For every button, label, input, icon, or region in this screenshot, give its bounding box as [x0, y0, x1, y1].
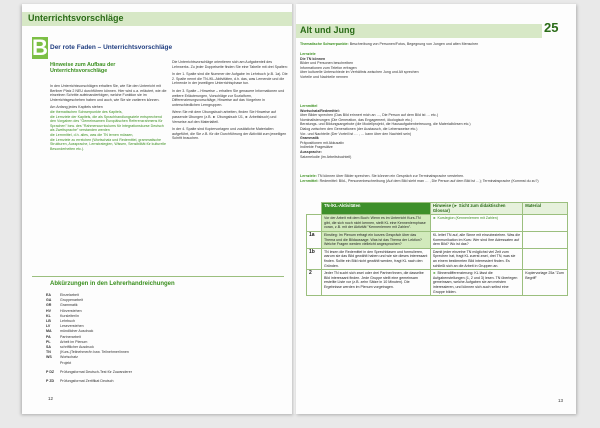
body-text: Wenn Sie mit dem Übungsbuch arbeiten, finden Sie Hinweise auf passende Übungen (z.B. ► Übungsbuch Ü1, ► Arbeitsbuch) und Verweise auf den Materialteil.: [172, 110, 277, 124]
learning-material: Lernmittel Wortschatz/Redemittel: über Bilder sprechen (Das Bild erinnert mich an …, Die Person auf dem Bild ist … etc.) Nominalisierungen (Die Generation, das Engagement, ökologisch etc.) Beratungs- und Bildungsangebote (die Modellprojekt, die Hausaufgabenbetreuung, die Materialbörsen etc.) Dialog zwischen den Generationen (der Austausch, die Lebensweise etc.) Vor- und Nachteile (Der Vorteil ist … , … kann über den Nachteil sein) Grammatik Präpositionen mit Akkusativ Indirekte Fragesätze Aussprache: Satzmelodie (im Arbeitsbuchteil): [300, 104, 536, 159]
body-text: Die Unterrichtsvorschläge orientieren sich am Aufgabenteil des Lehrwerks. Zu jeder Doppelseite finden Sie eine Tabelle mit drei Spalten:: [172, 60, 288, 69]
table-row: [307, 215, 568, 232]
list-item: EA Einzelarbeit: [46, 293, 79, 297]
body-text: In der 1. Spalte sind die Nummer der Aufgabe im Lehrbuch (z.B. 1a). Die 2. Spalte nennt die TN-/KL-Aktivitäten, d.h. das, was Lernende und die Lehrende in der jeweiligen Unterrichtsphase tun.: [172, 72, 288, 86]
list-item: über kulturelle Unterschiede im Verhältnis zwischen Jung und Alt sprechen: [300, 70, 419, 75]
right-page: [296, 4, 576, 414]
abbr-title: Abkürzungen in den Lehrerhandreichungen: [50, 281, 175, 287]
table-cell: ► Kurslegion (Kennenlernen mit Zahlen): [430, 215, 522, 232]
page-number: 13: [558, 398, 564, 403]
list-item: Dialog zwischen den Generationen (der Austausch, die Lebensweise etc.): [300, 126, 418, 131]
row-number: 1b: [307, 248, 322, 269]
list-item: Vorteile und Nachteile nennen: [300, 74, 348, 79]
list-item: TN (Kurs-)Teilnehmer/in bzw. Teilnehmer/innen: [46, 350, 129, 355]
list-item: Präpositionen mit Akkusativ: [300, 140, 344, 145]
list-item: GR Grammatik: [46, 303, 78, 308]
section-title: Der rote Faden – Unterrichtsvorschläge: [50, 44, 173, 51]
list-item: die thematischen Schwerpunkte des Kapitels,: [50, 109, 123, 114]
list-item: WS Wortschatz: [46, 355, 78, 360]
column-header: TN-/KL-Aktivitäten: [321, 203, 430, 215]
section-letter: B: [32, 35, 48, 60]
body-text: In der 3. Spalte – Hinweise – erhalten Sie genauere Informationen und weitere Erläuterungen, Vorschläge zur Sozialform, Differenzierungsvorschläge, Hinweise auf das Vorgehen in unterschiedlichen Lerngruppen.: [172, 88, 285, 107]
list-item: Beratungs- und Bildungsangebote (die Modellprojekt, die Hausaufgabenbetreuung, die Materialbörsen etc.): [300, 122, 471, 127]
list-item: Informationen zum Telefon erfragen: [300, 65, 357, 70]
list-item: die Lernmittel, d.h. alles, was die TN lernen müssen,: [50, 132, 134, 137]
list-item: HV Hörverstehen: [46, 308, 82, 313]
arrow-right-icon: ►: [432, 271, 437, 276]
list-item: Bilder und Personen beschreiben: [300, 61, 354, 66]
right-column-text: [172, 60, 290, 141]
table-cell: Damit jeder einzelne TN möglichst viel Zeit zum Sprechen hat, fragt KL zuerst zwei, drei TN, was sie an einem bestimmten Bild interessiert finden. Es schließt sich an die Arbeit in Gruppen an.: [430, 248, 522, 269]
column-header: Hinweise (► Sicht zum didaktischen Glossar): [430, 203, 522, 215]
list-item: P DZ Prüfungsformat Deutsch-Test für Zuwanderer: [46, 369, 132, 374]
row-number: 1a: [307, 231, 322, 248]
list-item: GA Gruppenarbeit: [46, 298, 83, 303]
learning-goals: Lernziele Die TN können Bilder und Personen beschreiben Informationen zum Telefon erfragen über kulturelle Unterschiede im Verhältnis zwischen Jung und Alt sprechen Vorteile und Nachteile nennen: [300, 52, 510, 80]
list-item: LV Leseverstehen: [46, 324, 84, 329]
table-cell: KL leitet TN auf, alle Sinne mit einzubeziehen. Was die Kommunikation im Kurs: Wer sind Ihre Adressaten auf dem Bild? Wo ist das?: [430, 231, 522, 248]
unit-number: 25: [544, 20, 559, 35]
table-row: [307, 270, 568, 296]
table-cell: Kopiervorlage 25a "Zum Begriff": [523, 270, 568, 296]
list-item: die Lernziele zu erreichen (Wortschatz und Redemittel, grammatische Strukturen, Aussprache, Lernstrategien, Wissen, Sensibilität für kulturelle Besonderheiten etc.).: [50, 137, 167, 151]
page-number: 12: [48, 396, 54, 401]
table-cell: ► Binnendifferenzierung: KL lässt die Aufgabenstellungen (1, 2 und 3) lesen. TN überlegen gemeinsam, welche Aufgaben sie am meisten interessieren, und können sich auch selbst eine Gruppe bilden.: [430, 270, 522, 296]
left-column-text: [50, 84, 168, 154]
subsection-title: Hinweise zum Aufbau der Unterrichtsvorschläge: [50, 62, 116, 75]
row-number: 2: [307, 270, 322, 296]
right-header-title: Alt und Jung: [300, 25, 355, 35]
list-item: Satzmelodie (im Arbeitsbuchteil): [300, 154, 352, 159]
list-item: Nominalisierungen (Die Generation, das Engagement, ökologisch etc.): [300, 117, 413, 122]
table-row: [307, 248, 568, 269]
table-header-row: [307, 203, 568, 215]
abbreviation-list: [46, 293, 216, 384]
table-cell: Einstieg: Im Plenum erfragt ein kurzes Gespräch über das Thema und die Bildaussage. Was ist das Thema der Lektion? Welche Fragen werden vielleicht angesprochen?: [321, 231, 430, 248]
activity-table: [306, 202, 568, 296]
table-cell: Vor der Arbeit mit dem Buch: Wenn es im Unterricht Kurs-TN gibt, die sich noch nicht kennen, stellt KL eine Kennenlernphase voran, z.B. mit der Aktivität "Kennenlernen mit Zahlen".: [321, 215, 430, 232]
topic-line: Thematische Schwerpunkte: Beschreibung von Personen/Fotos, Begegnung von Jungen und alten Menschen: [300, 42, 479, 46]
body-text: In der 4. Spalte sind Kopiervorlagen und zusätzliche Materialien aufgeführt, die Sie z.B. für die Durchführung der Aktivität zum jeweiligen Schritt brauchen.: [172, 127, 287, 141]
list-item: über Bilder sprechen (Das Bild erinnert mich an …, Die Person auf dem Bild ist … etc.): [300, 113, 439, 118]
list-item: P ZD Prüfungsformat Zertifikat Deutsch: [46, 379, 114, 384]
list-heading: Am Anfang jedes Kapitels stehen: [50, 105, 103, 110]
list-item: SA schriftlicher Ausdruck: [46, 345, 94, 350]
arrow-right-icon: ►: [432, 216, 437, 221]
list-item: die Lernziele der Kapitels, die als Sprachhandlungsziele entsprechend den Vorgaben des "Gemeinsamen Europäischen Referenzrahmens für Sprachen" bzw. des "Rahmencurriculums für Integrationskurse Deutsch als Zweitsprache" verstanden werden: [50, 114, 164, 133]
list-item: PA Partnerarbeit: [46, 334, 81, 339]
learning-goal-line: Lernziele: TN können über Bilder sprechen. Sie können ein Gespräch zur Terminabsprache verstehen. Lernmittel: Redemittel: Bild-, Personenbeschreibung (Auf dem Bild sieht man … , Die Person auf dem Bild ist …); Terminabsprache (Kommst du zu?): [300, 174, 539, 183]
list-item: MA mündlicher Ausdruck: [46, 329, 94, 334]
column-header: Material: [523, 203, 568, 215]
list-item: Indirekte Fragesätze: [300, 145, 333, 150]
list-item: LB Lehrbuch: [46, 319, 75, 324]
list-item: KL Kursleiter/in: [46, 313, 79, 318]
divider: [32, 276, 284, 277]
table-cell: Jeder TN sucht sich zwei oder drei Partner/innen, die dasselbe Bild interessant finden. Jede Gruppe stellt eine gemeinsam erstellte Liste vor (z.B. zehn Sätze in 10 Minuten). Die Ergebnisse werden im Plenum vorgetragen.: [321, 270, 430, 296]
list-item: PL Arbeit im Plenum: [46, 339, 88, 344]
list-item: Vor- und Nachteile (Der Vorteil ist … , … kann über den Nachteil sein): [300, 131, 412, 136]
table-row: [307, 231, 568, 248]
intro-paragraph: In den Unterrichtsvorschlägen erhalten Sie, wie Sie den Unterricht mit Berliner Platz 2 NEU durchführen können. Hier wird u.a. erläutert, wie die einzelnen Schritte aufeinanderfolgen, welche Funktion sie im Unterrichtsgeschehen haben und auch, wie Sie sie variieren können.: [50, 84, 167, 102]
list-item: Projekt: [60, 360, 72, 365]
left-header-title: Unterrichtsvorschläge: [28, 13, 124, 23]
table-cell: TN lesen die Redemittel in den Sprechblasen und formulieren, warum sie das Bild gewählt haben und wie sie dieses interessant finden. Sollte ein Bild nicht gewählt werden, fragt KL nach den Gründen.: [321, 248, 430, 269]
left-page: [22, 4, 294, 414]
